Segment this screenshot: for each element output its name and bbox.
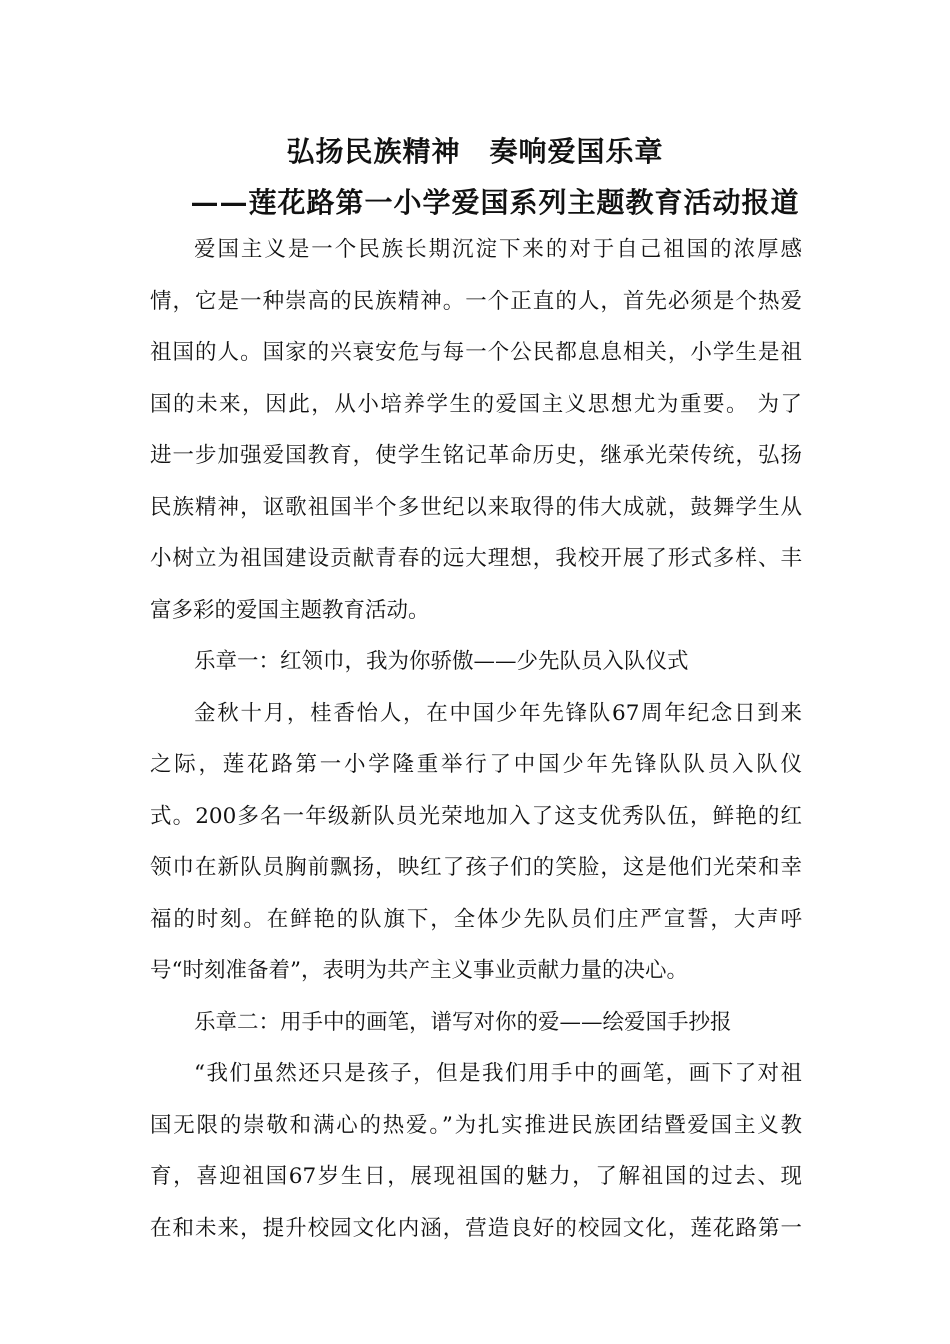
section-heading: 乐章二：用手中的画笔，谱写对你的爱——绘爱国手抄报	[194, 1010, 732, 1035]
document-title: 弘扬民族精神 奏响爱国乐章	[286, 135, 664, 168]
document-subtitle: ——莲花路第一小学爱国系列主题教育活动报道	[190, 186, 800, 219]
paragraph-line: 福的时刻。在鲜艳的队旗下，全体少先队员们庄严宣誓，大声呼	[150, 907, 802, 932]
paragraph-line: 富多彩的爱国主题教育活动。	[150, 598, 430, 623]
paragraph-line: 国无限的崇敬和满心的热爱。”为扎实推进民族团结暨爱国主义教	[150, 1113, 802, 1138]
paragraph-line: 号“时刻准备着”，表明为共产主义事业贡献力量的决心。	[150, 958, 688, 983]
paragraph-line: “我们虽然还只是孩子，但是我们用手中的画笔，画下了对祖	[194, 1061, 802, 1086]
paragraph-line: 民族精神，讴歌祖国半个多世纪以来取得的伟大成就，鼓舞学生从	[150, 495, 802, 520]
paragraph-line: 在和未来，提升校园文化内涵，营造良好的校园文化，莲花路第一	[150, 1216, 802, 1241]
paragraph-line: 国的未来，因此，从小培养学生的爱国主义思想尤为重要。 为了	[150, 392, 802, 417]
paragraph-line: 爱国主义是一个民族长期沉淀下来的对于自己祖国的浓厚感	[194, 237, 802, 262]
paragraph-line: 祖国的人。国家的兴衰安危与每一个公民都息息相关，小学生是祖	[150, 340, 802, 365]
section-heading: 乐章一：红领巾，我为你骄傲——少先队员入队仪式	[194, 649, 689, 674]
paragraph-line: 小树立为祖国建设贡献青春的远大理想，我校开展了形式多样、丰	[150, 546, 802, 571]
paragraph-line: 育，喜迎祖国67岁生日，展现祖国的魅力，了解祖国的过去、现	[150, 1164, 802, 1189]
paragraph-line: 领巾在新队员胸前飘扬，映红了孩子们的笑脸，这是他们光荣和幸	[150, 855, 802, 880]
paragraph-line: 进一步加强爱国教育，使学生铭记革命历史，继承光荣传统，弘扬	[150, 443, 802, 468]
paragraph-line: 之际，莲花路第一小学隆重举行了中国少年先锋队队员入队仪	[150, 752, 802, 777]
paragraph-line: 式。200多名一年级新队员光荣地加入了这支优秀队伍，鲜艳的红	[150, 804, 802, 829]
paragraph-line: 情，它是一种崇高的民族精神。一个正直的人，首先必须是个热爱	[150, 289, 802, 314]
paragraph-line: 金秋十月，桂香怡人，在中国少年先锋队67周年纪念日到来	[194, 701, 802, 726]
